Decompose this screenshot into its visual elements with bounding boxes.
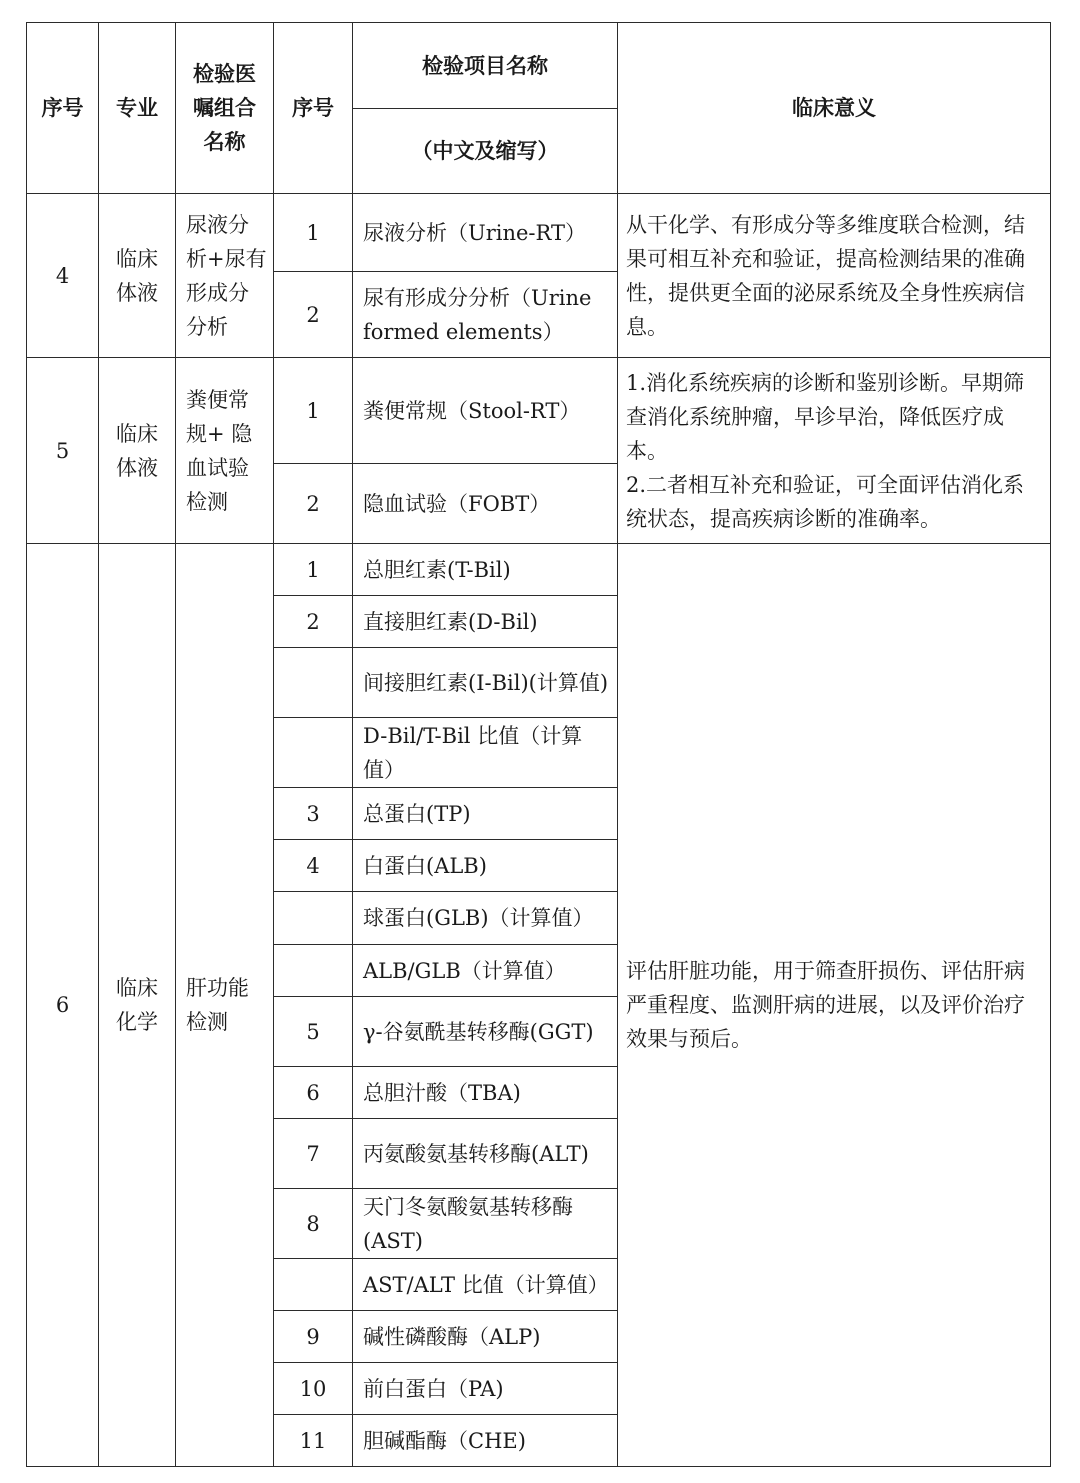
item-name: 粪便常规（Stool-RT） xyxy=(353,358,618,464)
item-name: 间接胆红素(I-Bil)(计算值) xyxy=(353,648,618,718)
item-name: 隐血试验（FOBT） xyxy=(353,464,618,544)
item-name: 尿液分析（Urine-RT） xyxy=(353,194,618,272)
header-seq: 序号 xyxy=(27,23,99,194)
item-name: 直接胆红素(D-Bil) xyxy=(353,596,618,648)
lab-test-table-page xyxy=(26,22,1050,1467)
item-no xyxy=(274,718,353,788)
item-no: 7 xyxy=(274,1119,353,1189)
item-no: 2 xyxy=(274,464,353,544)
table-row xyxy=(27,194,1051,272)
item-name: 球蛋白(GLB)（计算值） xyxy=(353,892,618,945)
item-name: 总蛋白(TP) xyxy=(353,788,618,840)
item-name: AST/ALT 比值（计算值） xyxy=(353,1259,618,1311)
item-no: 11 xyxy=(274,1415,353,1467)
item-name: 总胆汁酸（TBA) xyxy=(353,1067,618,1119)
item-no xyxy=(274,892,353,945)
item-name: 碱性磷酸酶（ALP) xyxy=(353,1311,618,1363)
group-seq: 6 xyxy=(27,544,99,1467)
group-major: 临床体液 xyxy=(99,358,176,544)
header-row xyxy=(27,23,1051,109)
item-no: 2 xyxy=(274,596,353,648)
item-no: 10 xyxy=(274,1363,353,1415)
group-seq: 4 xyxy=(27,194,99,358)
group-combo: 肝功能检测 xyxy=(176,544,274,1467)
item-no xyxy=(274,1259,353,1311)
item-no: 9 xyxy=(274,1311,353,1363)
header-item-name-sub: （中文及缩写） xyxy=(353,109,618,194)
header-item-seq: 序号 xyxy=(274,23,353,194)
item-name: γ-谷氨酰基转移酶(GGT) xyxy=(353,997,618,1067)
group-meaning: 评估肝脏功能，用于筛查肝损伤、评估肝病严重程度、监测肝病的进展，以及评价治疗效果与预后。 xyxy=(618,544,1051,1467)
header-combo: 检验医嘱组合名称 xyxy=(176,23,274,194)
item-no xyxy=(274,648,353,718)
group-meaning: 从干化学、有形成分等多维度联合检测，结果可相互补充和验证，提高检测结果的准确性，提供更全面的泌尿系统及全身性疾病信息。 xyxy=(618,194,1051,358)
item-name: 前白蛋白（PA) xyxy=(353,1363,618,1415)
item-no: 5 xyxy=(274,997,353,1067)
header-major: 专业 xyxy=(99,23,176,194)
item-no: 8 xyxy=(274,1189,353,1259)
item-no: 2 xyxy=(274,272,353,358)
item-name: 白蛋白(ALB) xyxy=(353,840,618,892)
item-name: 丙氨酸氨基转移酶(ALT) xyxy=(353,1119,618,1189)
item-no: 6 xyxy=(274,1067,353,1119)
item-name: 总胆红素(T-Bil) xyxy=(353,544,618,596)
table-row xyxy=(27,544,1051,596)
header-item-name: 检验项目名称 xyxy=(353,23,618,109)
item-no: 1 xyxy=(274,358,353,464)
table-row xyxy=(27,358,1051,464)
meaning-line: 1.消化系统疾病的诊断和鉴别诊断。早期筛查消化系统肿瘤，早诊早治，降低医疗成本。 xyxy=(626,370,1025,463)
group-combo: 尿液分析+尿有形成分分析 xyxy=(176,194,274,358)
item-no xyxy=(274,945,353,997)
lab-test-table xyxy=(26,22,1051,1467)
header-meaning: 临床意义 xyxy=(618,23,1051,194)
group-meaning xyxy=(618,358,1051,544)
item-no: 1 xyxy=(274,544,353,596)
item-name: ALB/GLB（计算值） xyxy=(353,945,618,997)
group-major: 临床体液 xyxy=(99,194,176,358)
item-name: 胆碱酯酶（CHE) xyxy=(353,1415,618,1467)
meaning-line: 2.二者相互补充和验证，可全面评估消化系统状态，提高疾病诊断的准确率。 xyxy=(626,472,1025,531)
item-name: 尿有形成分分析（Urine formed elements） xyxy=(353,272,618,358)
item-name: D-Bil/T-Bil 比值（计算值） xyxy=(353,718,618,788)
item-no: 4 xyxy=(274,840,353,892)
item-no: 1 xyxy=(274,194,353,272)
item-name: 天门冬氨酸氨基转移酶(AST) xyxy=(353,1189,618,1259)
group-seq: 5 xyxy=(27,358,99,544)
group-major: 临床化学 xyxy=(99,544,176,1467)
item-no: 3 xyxy=(274,788,353,840)
group-combo: 粪便常规+ 隐血试验检测 xyxy=(176,358,274,544)
